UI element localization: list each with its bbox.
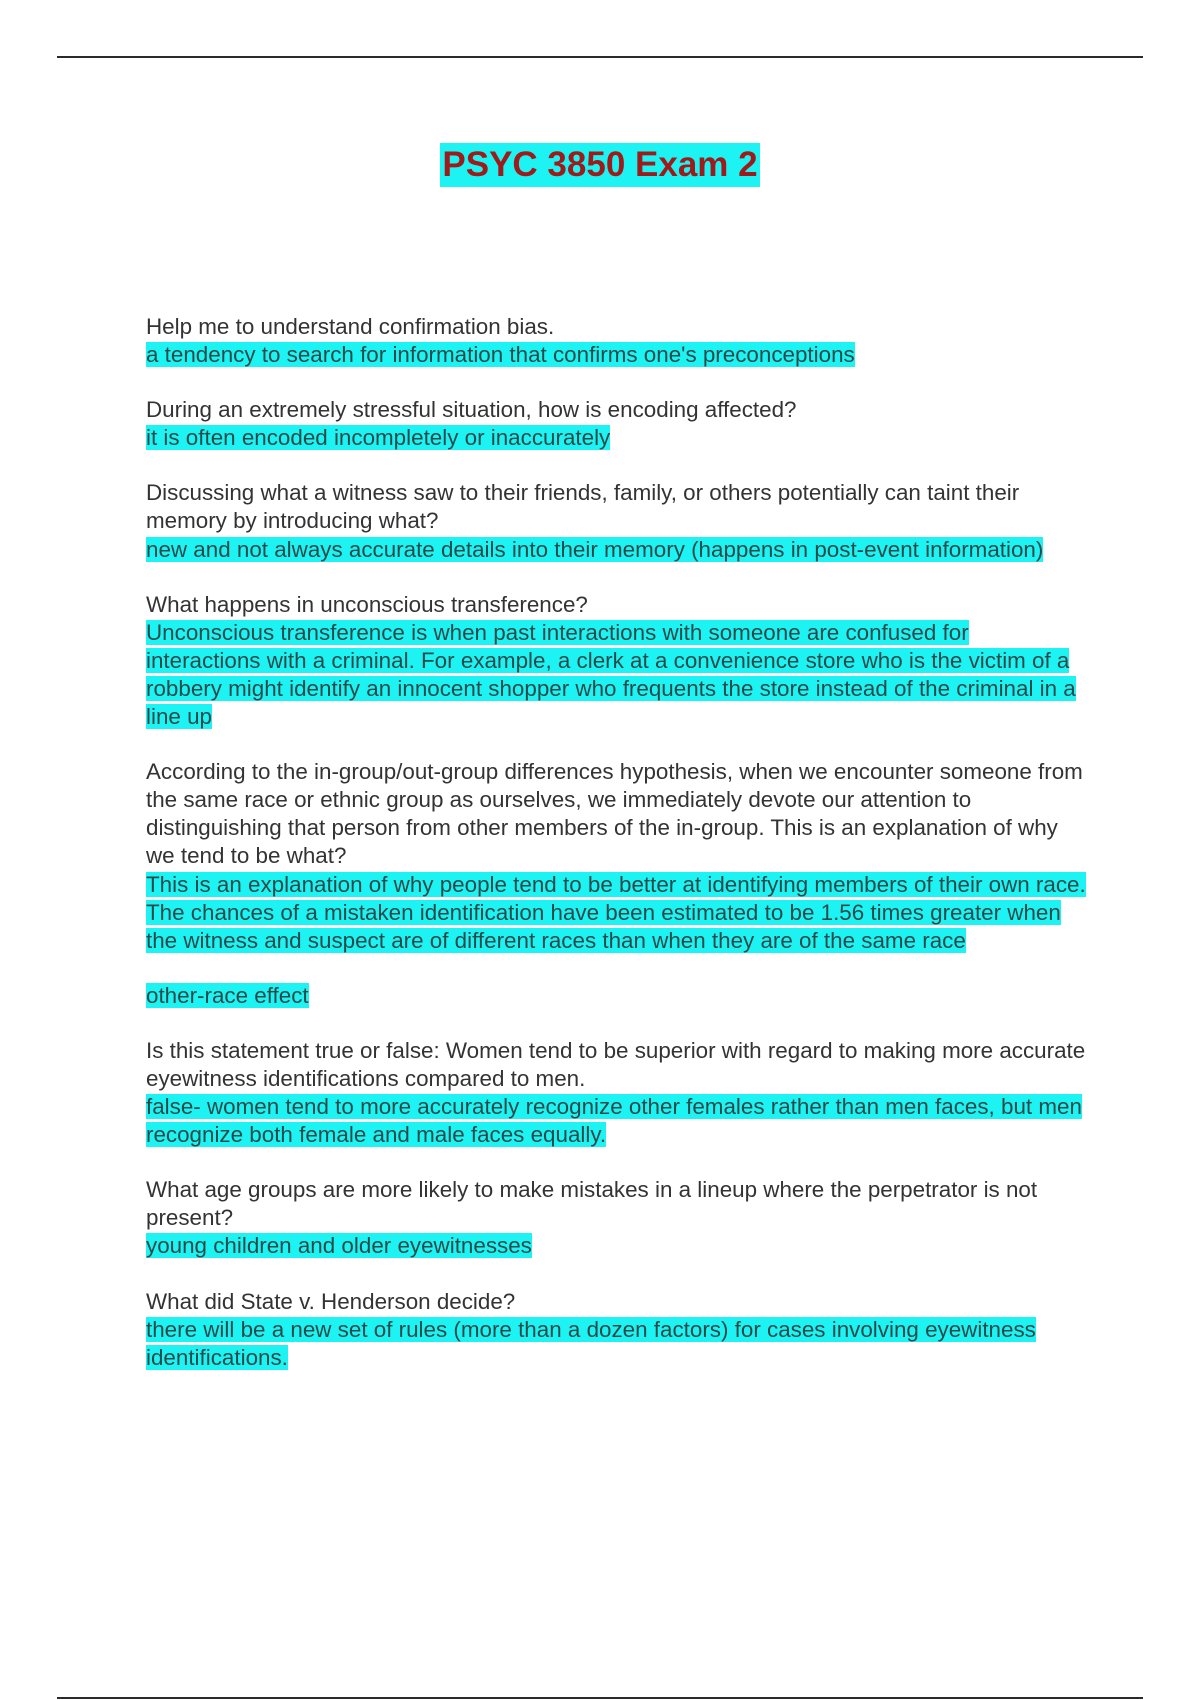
qa-item bbox=[146, 982, 1086, 1010]
answer-text: a tendency to search for information that confirms one's preconceptions bbox=[146, 342, 855, 368]
question-text: What happens in unconscious transference? bbox=[146, 591, 588, 617]
answer-text: other-race effect bbox=[146, 982, 309, 1008]
qa-item bbox=[146, 1037, 1086, 1149]
question-text: Discussing what a witness saw to their friends, family, or others potentially can taint their memory by introducing what? bbox=[146, 480, 1020, 534]
qa-item bbox=[146, 758, 1086, 955]
qa-item bbox=[146, 1176, 1086, 1260]
answer-text: false- women tend to more accurately recognize other females rather than men faces, but men recognize both female and male faces equally. bbox=[146, 1094, 1082, 1148]
bottom-rule bbox=[57, 1697, 1143, 1699]
question-text: What did State v. Henderson decide? bbox=[146, 1288, 516, 1314]
question-text: During an extremely stressful situation, how is encoding affected? bbox=[146, 397, 797, 423]
answer-text: This is an explanation of why people tend to be better at identifying members of their own race. The chances of a mistaken identification have been estimated to be 1.56 times greater when the witness and suspect are of different races than when they are of the same race bbox=[146, 871, 1086, 953]
title-container bbox=[0, 143, 1200, 187]
qa-item bbox=[146, 591, 1086, 731]
qa-item bbox=[146, 479, 1086, 563]
question-text: What age groups are more likely to make mistakes in a lineup where the perpetrator is not present? bbox=[146, 1177, 1038, 1231]
qa-item bbox=[146, 396, 1086, 452]
answer-text: new and not always accurate details into their memory (happens in post-event information) bbox=[146, 536, 1044, 562]
question-text: According to the in-group/out-group differences hypothesis, when we encounter someone from the same race or ethnic group as ourselves, we immediately devote our attention to distinguishing that person from other members of the in-group. This is an explanation of why we tend to be what? bbox=[146, 759, 1083, 869]
qa-item bbox=[146, 313, 1086, 369]
top-rule bbox=[57, 56, 1143, 58]
question-text: Is this statement true or false: Women tend to be superior with regard to making more accurate eyewitness identifications compared to men. bbox=[146, 1037, 1086, 1091]
answer-text: it is often encoded incompletely or inaccurately bbox=[146, 425, 611, 451]
answer-text: there will be a new set of rules (more than a dozen factors) for cases involving eyewitness identifications. bbox=[146, 1316, 1036, 1370]
page-title: PSYC 3850 Exam 2 bbox=[440, 143, 759, 187]
question-text: Help me to understand confirmation bias. bbox=[146, 314, 555, 339]
qa-item bbox=[146, 1288, 1086, 1372]
answer-text: Unconscious transference is when past interactions with someone are confused for interactions with a criminal. For example, a clerk at a convenience store who is the victim of a robbery might identify an innocent shopper who frequents the store instead of the criminal in a line up bbox=[146, 619, 1076, 730]
answer-text: young children and older eyewitnesses bbox=[146, 1233, 532, 1259]
qa-list bbox=[146, 313, 1086, 1399]
